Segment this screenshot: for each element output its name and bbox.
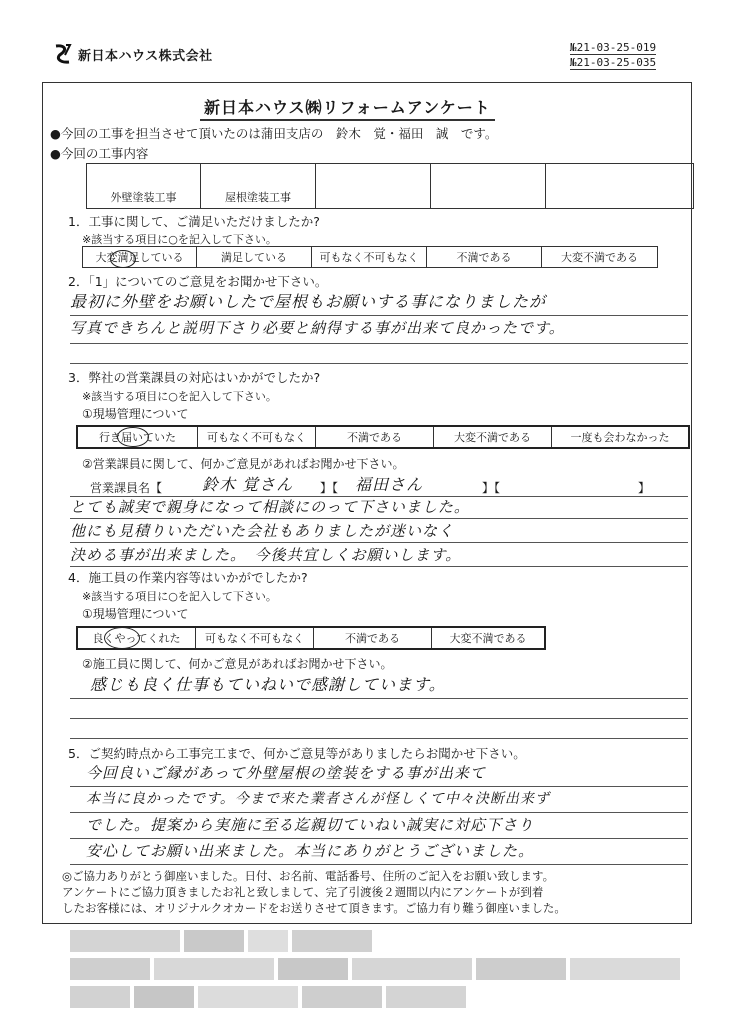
q4-option[interactable]: 可もなく不可もなく <box>196 628 314 648</box>
q4-options-table <box>76 626 546 650</box>
work-content-table <box>86 163 694 209</box>
document-number-1: №21-03-25-019 <box>570 41 657 54</box>
q3-option[interactable]: 可もなく不可もなく <box>198 427 316 447</box>
staff-name-1: 鈴木 覚さん <box>202 475 294 494</box>
q4-answer-text: 感じも良く仕事もていねいで感謝しています。 <box>90 675 446 694</box>
staff-name-2: 福田さん <box>355 475 424 494</box>
staff-separator: 】【 <box>320 481 339 495</box>
company-name: 新日本ハウス株式会社 <box>78 49 213 64</box>
q1-option[interactable]: 大変不満である <box>561 251 638 264</box>
q2-answer-line <box>70 345 688 364</box>
q2-question: 2．「1」についてのご意見をお聞かせ下さい。 <box>68 274 328 289</box>
q3-option[interactable]: 不満である <box>316 427 434 447</box>
q3-option[interactable]: 一度も会わなかった <box>570 431 670 444</box>
q2-answer-line <box>70 289 688 316</box>
q3-selection-circle <box>117 427 149 447</box>
q1-option[interactable]: 大変満足している <box>83 247 197 267</box>
q5-answer-line <box>70 788 688 813</box>
q4-answer-line <box>70 672 688 699</box>
q5-answer-text: でした。提案から実施に至る迄親切ていねい誠実に対応下さり <box>86 816 535 834</box>
work-item <box>316 164 431 208</box>
q4-question: 4．施工員の作業内容等はいかがでしたか? <box>68 570 308 585</box>
q1-option[interactable]: 満足している <box>197 247 312 267</box>
q1-option[interactable]: 可もなく不可もなく <box>312 247 427 267</box>
q1-option[interactable]: 不満である <box>427 247 542 267</box>
work-item: 屋根塗装工事 <box>201 164 316 208</box>
footer-line-3: したお客様には、オリジナルクオカードをお送りさせて頂きます。ご協力有り難う御座いました。 <box>62 901 566 915</box>
q5-answer-text: 安心してお願い出来ました。本当にありがとうございました。 <box>86 842 535 860</box>
work-item: 外壁塗装工事 <box>87 164 201 208</box>
company-logo-icon <box>52 43 74 65</box>
q4-instruction: ※該当する項目に○を記入して下さい。 <box>82 590 277 603</box>
q3-answer-text: とても誠実で親身になって相談にのって下さいました。 <box>70 498 470 516</box>
staff-label-suffix: 】 <box>638 481 651 495</box>
q2-answer-line <box>70 317 688 344</box>
q3-sub1-label: ①現場管理について <box>82 407 189 421</box>
q4-option[interactable]: 良くやってくれた <box>78 628 196 648</box>
q5-answer-text: 今回良いご縁があって外壁屋根の塗装をする事が出来て <box>86 764 486 782</box>
footer-line-2: アンケートにご協力頂きましたお礼と致しまして、完了引渡後２週間以内にアンケートが到着 <box>62 885 544 899</box>
q3-answer-line <box>70 520 688 543</box>
staff-label-prefix: 営業課員名【 <box>90 481 163 495</box>
q2-answer-text: 最初に外壁をお願いしたで屋根もお願いする事になりましたが <box>70 292 547 311</box>
q5-answer-text: 本当に良かったです。今まで来た業者さんが怪しくて中々決断出来ず <box>86 791 550 807</box>
q3-answer-line <box>70 544 688 567</box>
q3-sub2-label: ②営業課員に関して、何かご意見があればお聞かせ下さい。 <box>82 457 405 471</box>
q4-sub1-label: ①現場管理について <box>82 607 189 621</box>
q4-sub2-label: ②施工員に関して、何かご意見があればお聞かせ下さい。 <box>82 657 393 671</box>
q3-answer-text: 他にも見積りいただいた会社もありましたが迷いなく <box>70 522 455 540</box>
q3-option[interactable]: 大変不満である <box>434 427 552 447</box>
q5-answer-line <box>70 814 688 839</box>
q3-answer-line <box>70 496 688 519</box>
q3-question: 3．弊社の営業課員の対応はいかがでしたか? <box>68 370 321 385</box>
q5-question: 5．ご契約時点から工事完工まで、何かご意見等がありましたらお聞かせ下さい。 <box>68 746 526 761</box>
work-item <box>546 164 693 208</box>
work-item <box>431 164 546 208</box>
q1-question: 1．工事に関して、ご満足いただけましたか? <box>68 214 320 229</box>
q3-staff-line <box>70 472 688 497</box>
q5-answer-line <box>70 840 688 865</box>
q1-instruction: ※該当する項目に○を記入して下さい。 <box>82 233 277 246</box>
q2-answer-text: 写真できちんと説明下さり必要と納得する事が出来て良かったです。 <box>70 319 565 337</box>
survey-title: 新日本ハウス㈱リフォームアンケート <box>200 95 495 121</box>
staff-separator-2: 】【 <box>482 481 501 495</box>
q1-selection-circle <box>110 250 136 268</box>
q3-instruction: ※該当する項目に○を記入して下さい。 <box>82 390 277 403</box>
q3-answer-text: 決める事が出来ました。 今後共宜しくお願いします。 <box>70 546 462 564</box>
q4-option[interactable]: 大変不満である <box>449 632 527 645</box>
q4-answer-line <box>70 700 688 719</box>
q4-option[interactable]: 不満である <box>314 628 432 648</box>
q3-options-table <box>76 425 690 449</box>
work-content-label: ●今回の工事内容 <box>50 146 149 161</box>
redacted-personal-info <box>70 930 690 1020</box>
footer-line-1: ◎ご協力ありがとう御座いました。日付、お名前、電話番号、住所のご記入をお願い致します。 <box>62 869 555 883</box>
q3-option[interactable]: 行き届いていた <box>78 427 198 447</box>
q1-options-table <box>82 246 658 268</box>
q4-answer-line <box>70 720 688 739</box>
document-number-2: №21-03-25-035 <box>570 56 657 69</box>
branch-line: ●今回の工事を担当させて頂いたのは蒲田支店の 鈴木 覚・福田 誠 です。 <box>50 126 498 141</box>
q4-selection-circle <box>104 627 140 649</box>
q5-answer-line <box>70 762 688 787</box>
